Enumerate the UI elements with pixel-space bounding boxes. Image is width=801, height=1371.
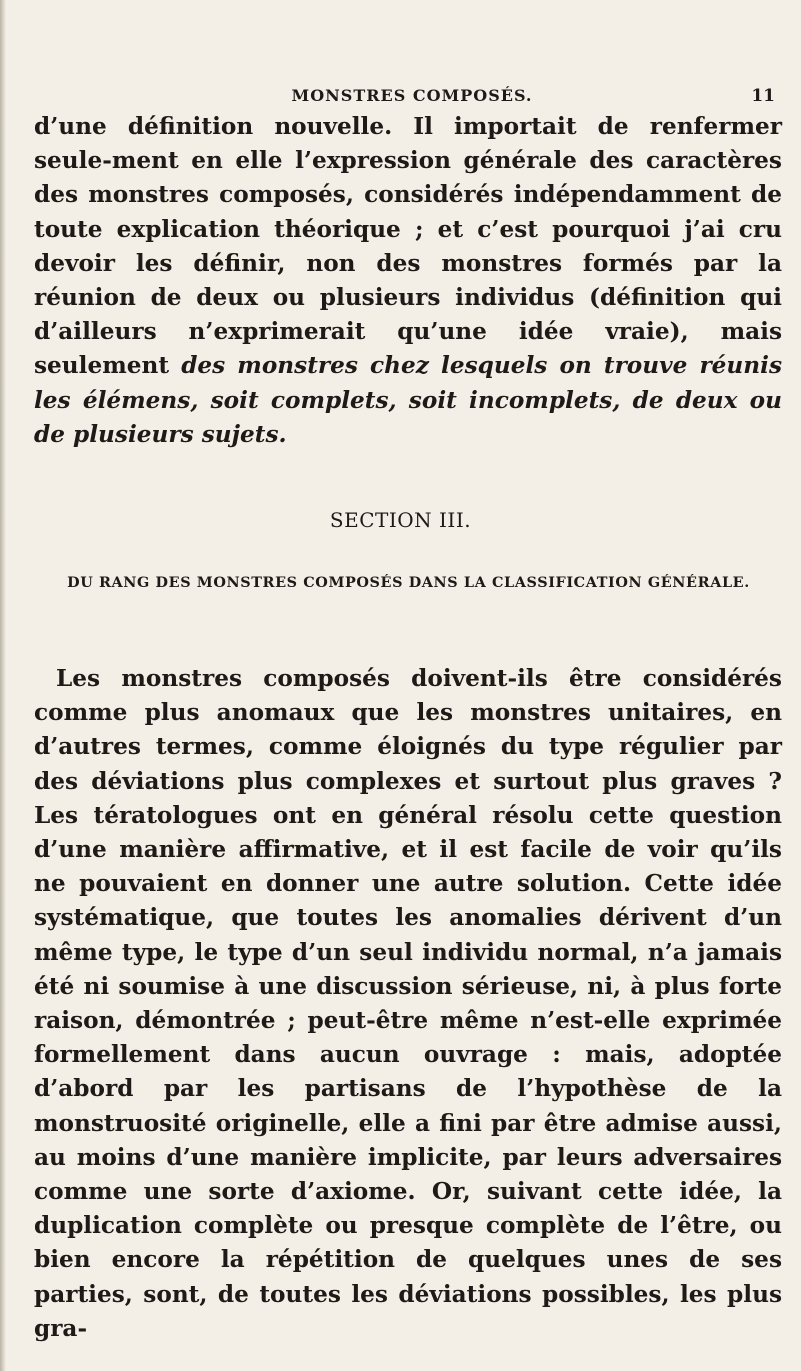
- definition-italic: des monstres chez lesquels on trouve réunis les élémens, soit complets, soit incomplets, de deux ou de plusieurs sujets.: [34, 352, 783, 448]
- page-edge-shadow: [0, 0, 6, 1371]
- paragraph-rank: [34, 662, 782, 1346]
- running-head: MONSTRES COMPOSÉS.: [291, 86, 533, 105]
- paragraph-text: d’une définition nouvelle. Il importait de renfermer seule-ment en elle l’expression générale des caractères des monstres composés, considérés indépendamment de toute explication théorique ; et c’est pourquoi j’ai cru devoir les définir, non des monstres formés par la réunion de deux ou plusieurs individus (définition qui d’ailleurs n’exprimerait qu’une idée vraie), mais seulement: [34, 113, 782, 380]
- section-subtitle: DU RANG DES MONSTRES COMPOSÉS DANS LA CLASSIFICATION GÉNÉRALE.: [67, 574, 750, 591]
- page-number: 11: [751, 86, 775, 106]
- paragraph-definition: [34, 110, 782, 452]
- section-title: SECTION III.: [329, 508, 472, 532]
- paragraph-text: Les monstres composés doivent-ils être considérés comme plus anomaux que les monstres unitaires, en d’autres termes, comme éloignés du type régulier par des déviations plus complexes et surtout plus graves ? Les tératologues ont en général résolu cette question d’une manière affirmative, et il est facile de voir qu’ils ne pouvaient en donner une autre solution. Cette idée systématique, que toutes les anomalies dérivent d’un même type, le type d’un seul individu normal, n’a jamais été ni soumise à une discussion sérieuse, ni, à plus forte raison, démontrée ; peut-être même n’est-elle exprimée formellement dans aucun ouvrage : mais, adoptée d’abord par les partisans de l’hypothèse de la monstruosité originelle, elle a fini par être admise aussi, au moins d’une manière implicite, par leurs adversaires comme une sorte d’axiome. Or, suivant cette idée, la duplication complète ou presque complète de l’être, ou bien encore la répétition de quelques unes de ses parties, sont, de toutes les déviations possibles, les plus gra-: [34, 665, 782, 1342]
